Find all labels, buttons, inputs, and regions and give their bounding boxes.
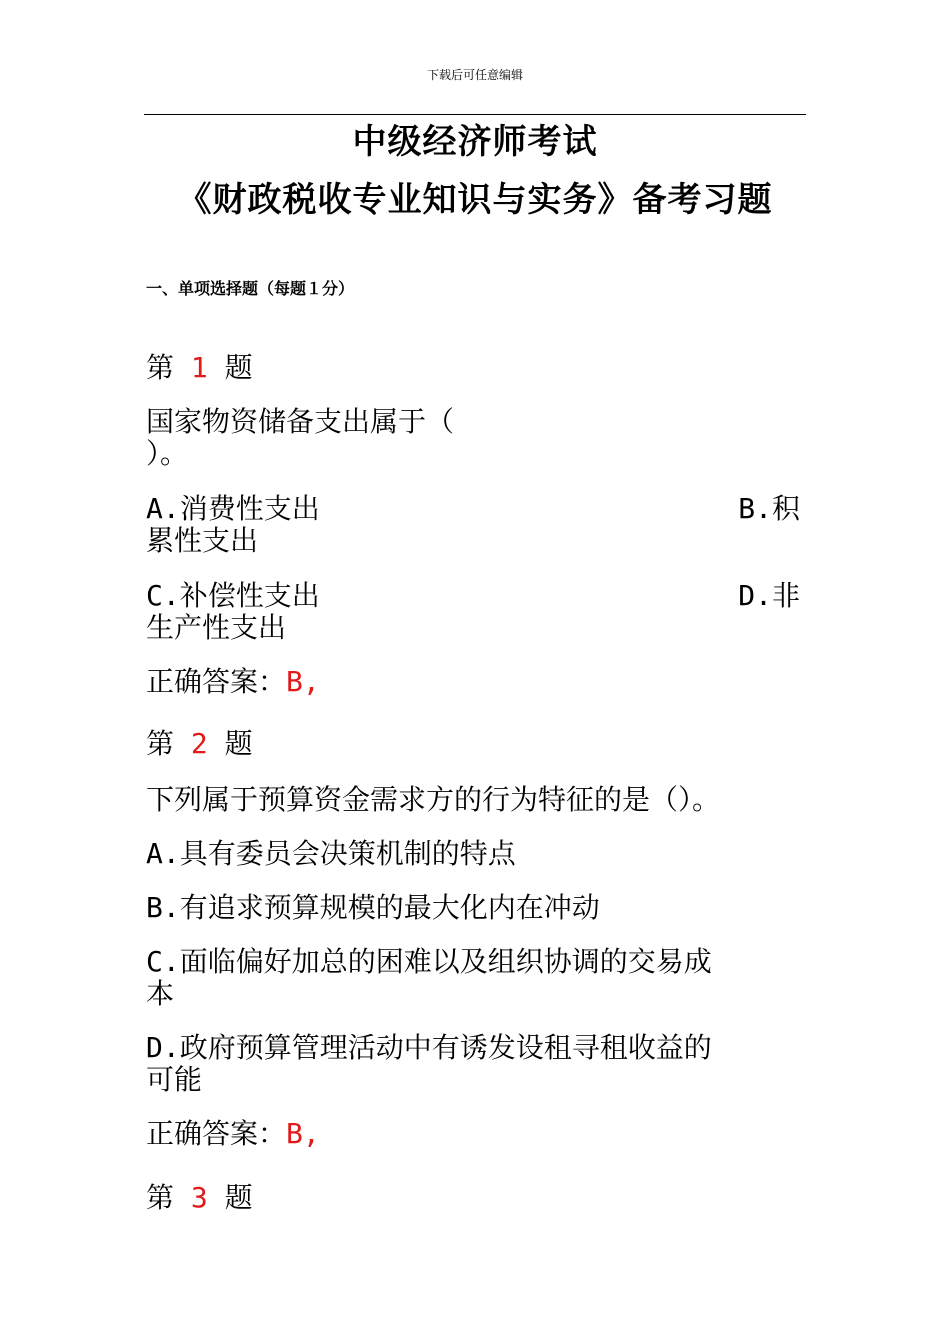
document-title: 中级经济师考试 — [352, 122, 598, 162]
question-2-option-c: C.面临偏好加总的困难以及组织协调的交易成 — [146, 945, 712, 978]
answer-label: 正确答案： — [146, 1117, 287, 1150]
question-1-stem: 国家物资储备支出属于（ — [146, 405, 455, 438]
question-1-option-a: A.消费性支出 — [146, 492, 320, 525]
question-2-heading — [146, 728, 253, 760]
question-suffix: 题 — [224, 1181, 253, 1214]
question-2-option-d-cont: 可能 — [146, 1063, 203, 1096]
question-number: 3 — [190, 1181, 208, 1214]
page-header-note: 下载后可任意编辑 — [426, 68, 523, 82]
question-1-answer — [146, 666, 320, 698]
question-2-option-d: D.政府预算管理活动中有诱发设租寻租收益的 — [146, 1031, 712, 1064]
question-1-option-b: B.积 — [738, 492, 800, 525]
question-prefix: 第 — [146, 351, 175, 384]
answer-value: B, — [286, 665, 320, 698]
question-1-option-b-cont: 累性支出 — [146, 524, 259, 557]
question-1-option-d: D.非 — [738, 579, 800, 612]
question-1-option-d-cont: 生产性支出 — [146, 611, 287, 644]
question-3-heading — [146, 1182, 253, 1214]
question-2-option-c-cont: 本 — [146, 977, 175, 1010]
question-1-stem-cont: ）。 — [146, 437, 189, 470]
question-prefix: 第 — [146, 727, 175, 760]
answer-label: 正确答案： — [146, 665, 287, 698]
question-2-option-b: B.有追求预算规模的最大化内在冲动 — [146, 891, 600, 924]
question-2-answer — [146, 1118, 320, 1150]
question-1-heading — [146, 352, 253, 384]
question-number: 1 — [190, 351, 208, 384]
question-prefix: 第 — [146, 1181, 175, 1214]
question-2-stem: 下列属于预算资金需求方的行为特征的是（）。 — [146, 783, 721, 816]
document-subtitle: 《财政税收专业知识与实务》备考习题 — [177, 180, 773, 220]
question-1-option-c: C.补偿性支出 — [146, 579, 320, 612]
section-heading: 一、单项选择题（每题１分） — [146, 279, 355, 298]
question-2-option-a: A.具有委员会决策机制的特点 — [146, 837, 516, 870]
question-number: 2 — [190, 727, 208, 760]
question-suffix: 题 — [224, 727, 253, 760]
answer-value: B, — [286, 1117, 320, 1150]
question-suffix: 题 — [224, 351, 253, 384]
